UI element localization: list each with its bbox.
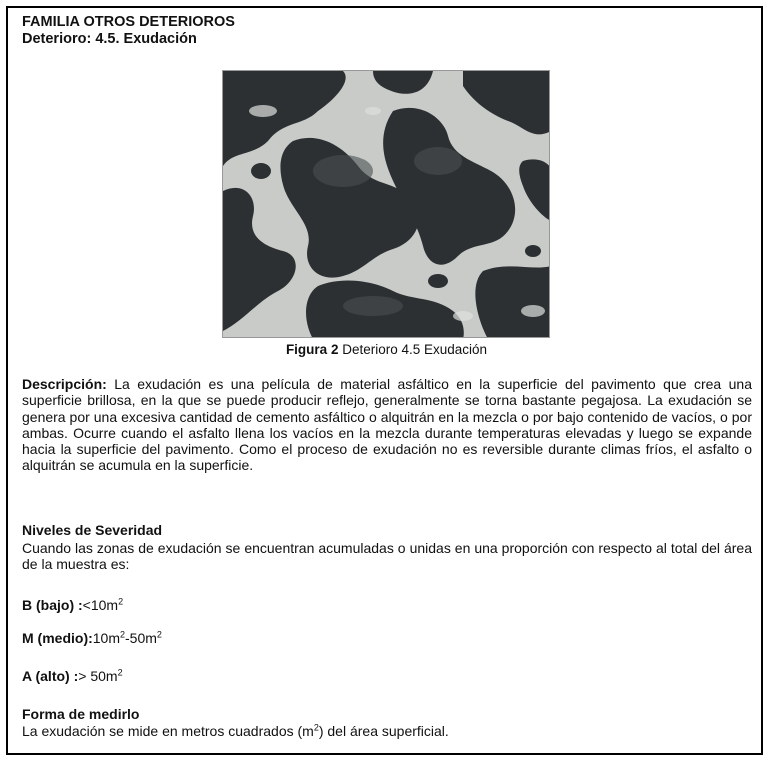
figure-label: Figura 2: [285, 342, 339, 357]
severity-low: [22, 597, 123, 613]
pavement-bleeding-image: [223, 71, 550, 338]
document-header: [22, 14, 235, 48]
damage-title: Deterioro: 4.5. Exudación: [22, 31, 197, 47]
severity-intro: Cuando las zonas de exudación se encuentran acumuladas o unidas en una proporción con respecto al total del área de la muestra es:: [22, 540, 752, 573]
severity-high-label: A (alto) :: [22, 668, 79, 684]
description-paragraph: [22, 376, 752, 474]
figure-text: Deterioro 4.5 Exudación: [338, 342, 488, 357]
figure-caption: [0, 342, 773, 357]
description-text: La exudación es una película de material asfáltico en la superficie del pavimento que crea una superficie brillosa, en la que se puede producir reflejo, generalmente se torna bastante pegajosa. La exudación se genera por una excesiva cantidad de cemento asfáltico o alquitrán en la mezcla o por bajo contenido de vacíos, o por ambas. Ocurre cuando el asfalto llena los vacíos en la mezcla durante temperaturas elevadas y luego se expande hacia la superficie del pavimento. Como el proceso de exudación no es reversible durante climas fríos, el asfalto o alquitrán se acumula en la superficie.: [22, 376, 752, 474]
bleeding-photo: [222, 70, 550, 338]
family-title: FAMILIA OTROS DETERIOROS: [22, 14, 235, 30]
severity-medium-value-a: 10m: [92, 630, 120, 646]
severity-high-value: > 50m: [78, 668, 118, 684]
measure-heading: Forma de medirlo: [22, 706, 140, 722]
measure-text-a: La exudación se mide en metros cuadrados (m: [22, 723, 314, 739]
severity-low-sup: 2: [118, 596, 124, 607]
description-label: Descripción:: [22, 376, 107, 392]
severity-high-sup: 2: [117, 667, 123, 678]
severity-medium-value-b: -50m: [125, 630, 157, 646]
severity-low-label: B (bajo) :: [22, 597, 83, 613]
measure-text: [22, 723, 449, 739]
severity-low-value: <10m: [82, 597, 119, 613]
severity-medium: [22, 630, 162, 646]
severity-high: [22, 668, 123, 684]
severity-heading: Niveles de Severidad: [22, 522, 163, 538]
measure-text-b: ) del área superficial.: [318, 723, 449, 739]
measure-sup: 2: [313, 722, 319, 733]
severity-medium-label: M (medio):: [22, 630, 93, 646]
severity-medium-sup-a: 2: [120, 629, 126, 640]
severity-medium-sup-b: 2: [156, 629, 162, 640]
